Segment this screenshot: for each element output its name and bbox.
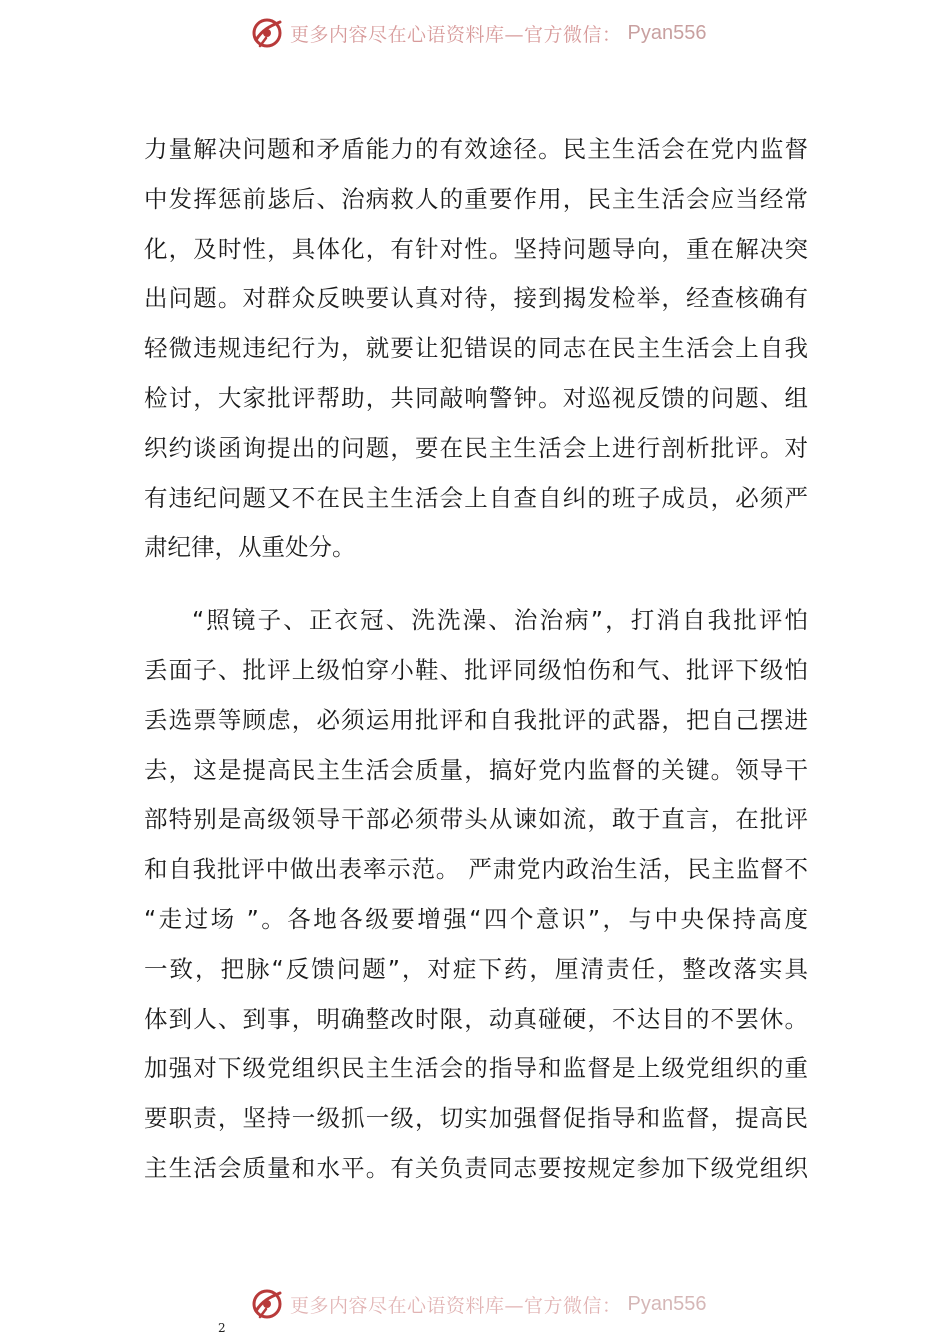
text-line: 出问题。对群众反映要认真对待，接到揭发检举，经查核确有 bbox=[144, 284, 808, 313]
footer-watermark-text: 更多内容尽在心语资料库—官方微信： bbox=[290, 1294, 622, 1317]
text-line: 部特别是高级领导干部必须带头从谏如流，敢于直言，在批评 bbox=[144, 805, 808, 834]
text-line: 丢面子、批评上级怕穿小鞋、批评同级怕伤和气、批评下级怕 bbox=[144, 655, 808, 684]
paragraph-1 bbox=[144, 125, 808, 573]
text-line: 中发挥惩前毖后、治病救人的重要作用，民主生活会应当经常 bbox=[144, 184, 808, 213]
brand-logo-icon bbox=[250, 1287, 284, 1321]
footer-watermark-wechat-id: Pyan556 bbox=[627, 1292, 707, 1315]
text-line: 体到人、到事，明确整改时限，动真碰硬，不达目的不罢休。 bbox=[144, 1004, 808, 1033]
document-body bbox=[144, 125, 808, 1194]
brand-logo-icon bbox=[250, 16, 284, 50]
text-line: 检讨，大家批评帮助，共同敲响警钟。对巡视反馈的问题、组 bbox=[144, 383, 808, 412]
text-line: 一致，把脉“反馈问题”，对症下药，厘清责任，整改落实具 bbox=[144, 954, 808, 983]
text-line: 化，及时性，具体化，有针对性。坚持问题导向，重在解决突 bbox=[144, 234, 808, 263]
text-line: 丢选票等顾虑，必须运用批评和自我批评的武器，把自己摆进 bbox=[144, 705, 808, 734]
header-watermark-wechat-id: Pyan556 bbox=[627, 21, 707, 44]
text-line: 有违纪问题又不在民主生活会上自查自纠的班子成员，必须严 bbox=[144, 483, 808, 512]
text-line: “照镜子、正衣冠、洗洗澡、治治病”，打消自我批评怕 bbox=[192, 606, 808, 635]
text-line: 织约谈函询提出的问题，要在民主生活会上进行剖析批评。对 bbox=[144, 433, 808, 462]
footer-watermark bbox=[250, 1287, 706, 1321]
text-line: “走过场 ”。各地各级要增强“四个意识”，与中央保持高度 bbox=[144, 904, 808, 933]
text-line: 轻微违规违纪行为，就要让犯错误的同志在民主生活会上自我 bbox=[144, 334, 808, 363]
text-line: 和自我批评中做出表率示范。 严肃党内政治生活，民主监督不 bbox=[144, 855, 808, 884]
text-line: 力量解决问题和矛盾能力的有效途径。民主生活会在党内监督 bbox=[144, 135, 808, 163]
paragraph-2 bbox=[144, 596, 808, 1194]
header-watermark bbox=[250, 16, 706, 50]
page-number: 2 bbox=[218, 1321, 226, 1335]
header-watermark-text: 更多内容尽在心语资料库—官方微信： bbox=[290, 23, 622, 46]
text-line: 肃纪律，从重处分。 bbox=[144, 533, 356, 562]
text-line: 要职责，坚持一级抓一级，切实加强督促指导和监督，提高民 bbox=[144, 1104, 808, 1133]
text-line: 去，这是提高民主生活会质量，搞好党内监督的关键。领导干 bbox=[144, 755, 808, 784]
text-line: 加强对下级党组织民主生活会的指导和监督是上级党组织的重 bbox=[144, 1054, 808, 1083]
text-line: 主生活会质量和水平。有关负责同志要按规定参加下级党组织 bbox=[144, 1153, 808, 1182]
